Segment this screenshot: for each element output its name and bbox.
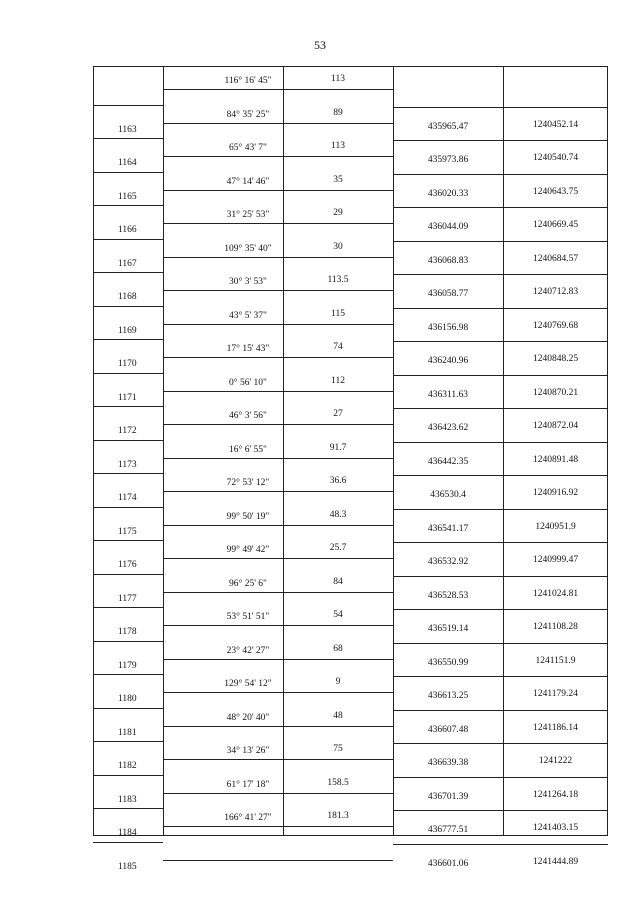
row-rule [393,743,608,744]
coordinate-y: 1241403.15 [532,823,579,833]
coordinate-x: 435965.47 [427,121,469,132]
row-rule [393,174,608,175]
row-rule [393,241,608,242]
point-id: 1177 [118,593,137,604]
row-rule [93,674,163,675]
point-id: 1168 [118,292,137,302]
row-rule [393,475,608,476]
bearing-angle: 0° 56' 10" [229,377,267,388]
row-rule [93,574,163,575]
row-rule [393,542,608,543]
row-rule [93,835,608,836]
coordinate-x: 436068.83 [427,255,469,266]
point-id: 1171 [118,392,137,403]
coordinate-x: 436777.51 [427,825,469,835]
row-rule [393,676,608,677]
coordinate-y: 1240848.25 [532,354,579,364]
row-rule [163,391,393,392]
segment-length: 54 [333,610,343,620]
bearing-angle: 166° 41' 27" [224,813,272,823]
column-rule [607,66,608,836]
segment-length: 25.7 [329,543,347,553]
row-rule [93,272,163,273]
coordinate-y: 1241264.18 [532,789,579,800]
row-rule [393,375,608,376]
row-rule [93,105,163,106]
segment-length: 115 [331,308,345,319]
segment-length: 74 [333,342,343,352]
row-rule [93,306,163,307]
bearing-angle: 84° 35' 25" [226,109,270,120]
segment-length: 68 [333,643,343,654]
bearing-angle: 34° 13' 26" [226,746,270,756]
row-rule [163,759,393,760]
row-rule [393,777,608,778]
segment-length: 158.5 [327,777,349,788]
row-rule [163,357,393,358]
row-rule [93,205,163,206]
bearing-angle: 31° 25' 53" [226,210,270,220]
bearing-angle: 53° 51' 51" [226,612,270,622]
point-id: 1174 [118,493,137,503]
point-id: 1173 [118,459,137,470]
row-rule [163,860,393,861]
row-rule [93,406,163,407]
segment-length: 113 [331,74,345,84]
row-rule [93,808,163,809]
row-rule [163,659,393,660]
row-rule [93,842,163,843]
bearing-angle: 61° 17' 18" [226,779,270,790]
row-rule [93,540,163,541]
row-rule [93,239,163,240]
row-rule [93,473,163,474]
row-rule [163,558,393,559]
coordinate-y: 1240872.04 [532,421,579,431]
coordinate-y: 1240891.48 [532,454,579,465]
coordinate-y: 1240916.92 [532,488,579,498]
bearing-angle: 48° 20' 40" [226,712,270,723]
coordinate-x: 435973.86 [427,155,469,165]
row-rule [393,408,608,409]
coordinate-x: 436607.48 [427,724,469,735]
coordinate-y: 1241108.28 [533,622,578,632]
point-id: 1175 [118,526,137,537]
bearing-angle: 129° 54' 12" [224,679,272,689]
row-rule [163,89,393,90]
coordinate-x: 436240.96 [427,356,469,366]
row-rule [93,172,163,173]
bearing-angle: 16° 6' 55" [229,444,267,455]
coordinate-y: 1240684.57 [532,253,579,264]
segment-length: 113.5 [327,275,349,285]
bearing-angle: 109° 35' 40" [224,243,272,254]
point-id: 1176 [118,560,137,570]
segment-length: 29 [333,208,343,218]
bearing-angle: 116° 16' 45" [224,76,272,86]
coordinate-x: 436528.53 [427,590,469,601]
row-rule [163,123,393,124]
segment-length: 27 [333,409,343,419]
row-rule [93,138,163,139]
row-rule [393,509,608,510]
coordinate-x: 436519.14 [427,624,469,634]
segment-length: 48.3 [329,509,347,520]
row-rule [163,190,393,191]
row-rule [163,692,393,693]
point-id: 1164 [118,158,137,168]
coordinate-x: 436442.35 [427,456,469,467]
row-rule [93,373,163,374]
point-id: 1178 [118,627,137,637]
coordinate-y: 1240870.21 [532,387,579,398]
row-rule [93,641,163,642]
coordinate-y: 1241222 [538,756,573,766]
coordinate-y: 1241186.14 [533,722,578,733]
point-id: 1184 [118,828,137,838]
bearing-angle: 99° 50' 19" [226,511,270,522]
row-rule [163,424,393,425]
coordinate-x: 436639.38 [427,758,469,768]
coordinate-x: 436156.98 [427,322,469,333]
coordinate-x: 436541.17 [427,523,469,534]
point-id: 1181 [118,727,137,738]
row-rule [393,844,608,845]
bearing-angle: 99° 49' 42" [226,545,270,555]
row-rule [163,257,393,258]
row-rule [93,440,163,441]
row-rule [393,308,608,309]
row-rule [163,156,393,157]
row-rule [393,810,608,811]
segment-length: 48 [333,710,343,721]
row-rule [93,607,163,608]
coordinate-x: 436613.25 [427,691,469,701]
coordinate-x: 436020.33 [427,188,469,199]
bearing-angle: 72° 53' 12" [226,478,270,488]
point-id: 1185 [118,861,137,872]
segment-length: 9 [335,677,341,687]
coordinate-y: 1240951.9 [535,521,576,532]
row-rule [393,107,608,108]
segment-length: 30 [333,241,343,252]
coordinate-x: 436550.99 [427,657,469,668]
row-rule [93,708,163,709]
segment-length: 35 [333,174,343,185]
row-rule [393,609,608,610]
coordinate-x: 436530.4 [430,490,466,500]
coordinate-x: 436311.63 [427,389,469,400]
column-rule [503,66,504,836]
row-rule [163,793,393,794]
page-number: 53 [314,38,326,52]
row-rule [393,710,608,711]
row-rule [393,207,608,208]
coordinate-x: 436701.39 [427,791,469,802]
bearing-angle: 65° 43' 7" [229,143,267,153]
row-rule [393,274,608,275]
point-id: 1163 [118,124,137,135]
column-rule [393,66,394,836]
coordinate-y: 1241151.9 [535,655,576,666]
coordinate-y: 1240669.45 [532,220,579,230]
bearing-angle: 17° 15' 43" [226,344,270,354]
coordinate-y: 1240452.14 [532,119,579,130]
row-rule [93,339,163,340]
bearing-angle: 30° 3' 53" [229,277,267,287]
segment-length: 84 [333,576,343,587]
coordinate-y: 1241024.81 [532,588,579,599]
point-id: 1170 [118,359,137,369]
row-rule [393,140,608,141]
row-rule [163,458,393,459]
point-id: 1183 [118,794,137,805]
column-rule [93,66,94,836]
bearing-angle: 96° 25' 6" [229,578,267,589]
coordinate-x: 436058.77 [427,289,469,299]
point-id: 1172 [118,426,137,436]
coordinate-y: 1240540.74 [532,153,579,163]
bearing-angle: 47° 14' 46" [226,176,270,187]
row-rule [393,341,608,342]
bearing-angle: 43° 5' 37" [229,310,267,321]
row-rule [163,592,393,593]
row-rule [393,643,608,644]
row-rule [93,775,163,776]
segment-length: 113 [331,141,345,151]
coordinate-x: 436601.06 [427,858,469,869]
row-rule [393,576,608,577]
row-rule [163,290,393,291]
point-id: 1165 [118,191,137,202]
point-id: 1182 [118,761,137,771]
bearing-angle: 23° 42' 27" [226,645,270,656]
coordinate-y: 1241179.24 [533,689,578,699]
row-rule [93,66,608,67]
coordinate-y: 1241444.89 [532,856,579,867]
point-id: 1169 [118,325,137,336]
column-rule [163,66,164,836]
row-rule [163,491,393,492]
coordinate-x: 436044.09 [427,222,469,232]
row-rule [93,741,163,742]
row-rule [393,442,608,443]
segment-length: 89 [333,107,343,118]
coordinate-x: 436532.92 [427,557,469,567]
row-rule [163,324,393,325]
row-rule [163,625,393,626]
segment-length: 112 [331,375,345,386]
row-rule [163,525,393,526]
point-id: 1179 [118,660,137,671]
row-rule [93,507,163,508]
point-id: 1166 [118,225,137,235]
bearing-angle: 46° 3' 56" [229,411,267,421]
coordinate-y: 1240769.68 [532,320,579,331]
coordinate-y: 1240712.83 [532,287,579,297]
row-rule [163,826,393,827]
coordinate-x: 436423.62 [427,423,469,433]
segment-length: 181.3 [327,811,349,821]
coordinates-table [93,66,608,872]
segment-length: 91.7 [329,442,347,453]
segment-length: 75 [333,744,343,754]
coordinate-y: 1240643.75 [532,186,579,197]
row-rule [163,223,393,224]
point-id: 1167 [118,258,137,269]
point-id: 1180 [118,694,137,704]
row-rule [163,726,393,727]
segment-length: 36.6 [329,476,347,486]
coordinate-y: 1240999.47 [532,555,579,565]
